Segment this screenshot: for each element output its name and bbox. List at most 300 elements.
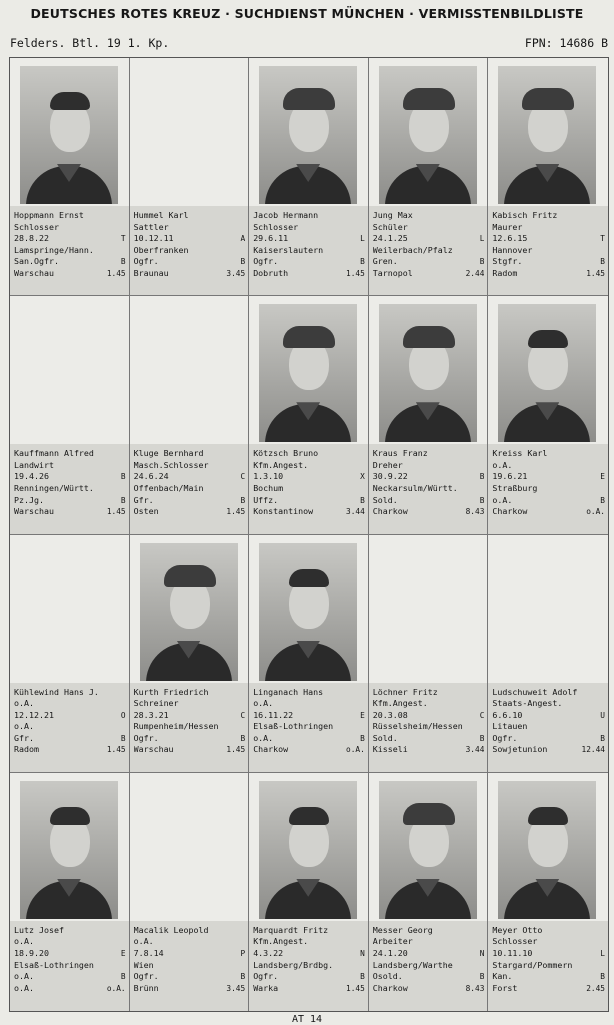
person-details bbox=[130, 206, 249, 295]
detail-text: 24.1.20 bbox=[372, 947, 408, 958]
detail-code: N bbox=[360, 948, 365, 958]
detail-text: San.Ogfr. bbox=[14, 256, 59, 267]
detail-text: Braunau bbox=[133, 267, 169, 278]
detail-code: A bbox=[240, 234, 246, 244]
detail-text: Forst bbox=[492, 982, 518, 993]
detail-text: Dreher bbox=[372, 459, 403, 470]
detail-line bbox=[253, 744, 365, 756]
detail-line bbox=[373, 448, 485, 460]
detail-text: Masch.Schlosser bbox=[133, 459, 209, 470]
detail-code: 8.43 bbox=[465, 983, 485, 993]
person-details bbox=[130, 683, 249, 772]
detail-line bbox=[492, 222, 605, 234]
detail-text: 7.8.14 bbox=[133, 947, 164, 958]
detail-text: Marquardt Fritz bbox=[253, 924, 329, 935]
detail-text: Linganach Hans bbox=[253, 686, 324, 697]
detail-text: Kfm.Angest. bbox=[372, 698, 428, 709]
detail-text: 24.1.25 bbox=[372, 233, 408, 244]
person-card bbox=[369, 296, 489, 534]
detail-text: Macalik Leopold bbox=[133, 924, 209, 935]
detail-line bbox=[492, 936, 605, 948]
detail-code: B bbox=[120, 495, 126, 505]
detail-text: Kan. bbox=[492, 971, 513, 982]
detail-text: 30.9.22 bbox=[372, 471, 408, 482]
detail-line bbox=[14, 495, 126, 507]
detail-code: 12.44 bbox=[581, 745, 605, 755]
detail-code: 3.44 bbox=[346, 507, 365, 517]
detail-line bbox=[14, 971, 126, 983]
portrait-photo bbox=[498, 66, 596, 204]
detail-line bbox=[134, 710, 246, 722]
detail-text: Charkow bbox=[253, 744, 289, 755]
detail-text: Sold. bbox=[372, 494, 398, 505]
person-card bbox=[249, 296, 369, 534]
detail-line bbox=[253, 960, 365, 972]
detail-text: o.A. bbox=[14, 936, 34, 947]
detail-line bbox=[373, 971, 485, 983]
detail-line bbox=[492, 721, 605, 733]
detail-text: o.A. bbox=[492, 494, 513, 505]
detail-line bbox=[253, 268, 365, 280]
detail-text: Schlosser bbox=[492, 936, 538, 947]
detail-text: Elsaß-Lothringen bbox=[14, 959, 94, 970]
detail-line bbox=[14, 925, 126, 937]
detail-line bbox=[14, 687, 126, 699]
detail-code: B bbox=[120, 733, 126, 743]
detail-code: B bbox=[360, 495, 365, 505]
detail-line bbox=[134, 233, 246, 245]
detail-line bbox=[373, 925, 485, 937]
detail-text: Jacob Hermann bbox=[253, 210, 319, 220]
detail-text: Renningen/Württ. bbox=[14, 483, 94, 494]
detail-text: Lamspringe/Hann. bbox=[14, 244, 94, 255]
detail-text: Ogfr. bbox=[133, 256, 159, 267]
detail-line bbox=[492, 448, 605, 460]
detail-code: B bbox=[600, 733, 605, 743]
detail-line bbox=[253, 936, 365, 948]
detail-text: 16.11.22 bbox=[253, 709, 294, 720]
detail-text: 18.9.20 bbox=[14, 947, 49, 958]
detail-text: Warschau bbox=[14, 267, 54, 278]
detail-code: U bbox=[600, 710, 605, 720]
detail-code: o.A. bbox=[586, 507, 605, 517]
detail-text: 12.12.21 bbox=[14, 709, 54, 720]
detail-line bbox=[14, 233, 126, 245]
detail-text: Dobruth bbox=[253, 267, 289, 278]
detail-line bbox=[14, 721, 126, 733]
detail-code: 1.45 bbox=[586, 268, 605, 278]
detail-line bbox=[492, 710, 605, 722]
detail-line bbox=[253, 983, 365, 995]
portrait-photo bbox=[259, 304, 357, 442]
detail-line bbox=[14, 936, 126, 948]
detail-text: Gfr. bbox=[133, 494, 154, 505]
detail-text: Charkow bbox=[492, 506, 528, 517]
detail-text: Osold. bbox=[372, 971, 403, 982]
detail-text: Landwirt bbox=[14, 459, 54, 470]
detail-line bbox=[492, 733, 605, 745]
detail-line bbox=[373, 506, 485, 518]
detail-line bbox=[14, 448, 126, 460]
detail-line bbox=[492, 925, 605, 937]
detail-line bbox=[14, 256, 126, 268]
detail-line bbox=[134, 210, 246, 222]
detail-line bbox=[373, 687, 485, 699]
detail-line bbox=[492, 698, 605, 710]
detail-text: o.A. bbox=[253, 698, 274, 709]
person-card bbox=[249, 535, 369, 773]
fpn-label: FPN: 14686 B bbox=[524, 36, 608, 50]
detail-line bbox=[492, 471, 605, 483]
detail-text: Gren. bbox=[372, 256, 398, 267]
detail-text: Wien bbox=[133, 959, 154, 970]
detail-line bbox=[134, 936, 246, 948]
detail-code: 1.45 bbox=[226, 745, 246, 755]
detail-text: Weilerbach/Pfalz bbox=[372, 244, 453, 255]
detail-code: 2.45 bbox=[586, 983, 605, 993]
person-card bbox=[369, 773, 489, 1011]
detail-line bbox=[253, 925, 365, 937]
detail-text: Löchner Fritz bbox=[372, 686, 438, 697]
detail-code: E bbox=[360, 710, 365, 720]
detail-line bbox=[373, 471, 485, 483]
detail-line bbox=[373, 721, 485, 733]
detail-line bbox=[373, 948, 485, 960]
person-details bbox=[249, 444, 368, 533]
person-details bbox=[369, 683, 488, 772]
detail-code: N bbox=[479, 948, 485, 958]
detail-text: Kraus Franz bbox=[372, 448, 428, 459]
detail-text: 28.3.21 bbox=[133, 709, 169, 720]
detail-code: T bbox=[600, 234, 605, 244]
detail-code: B bbox=[120, 972, 126, 982]
detail-line bbox=[373, 256, 485, 268]
detail-text: Hannover bbox=[492, 244, 533, 255]
person-card bbox=[10, 58, 130, 296]
detail-code: T bbox=[120, 234, 126, 244]
detail-code: X bbox=[360, 472, 365, 482]
detail-text: Ogfr. bbox=[133, 732, 159, 743]
person-details bbox=[488, 921, 608, 1011]
detail-text: Gfr. bbox=[14, 732, 34, 743]
detail-code: 3.44 bbox=[465, 745, 485, 755]
detail-line bbox=[134, 960, 246, 972]
detail-code: B bbox=[240, 257, 246, 267]
detail-text: Kurth Friedrich bbox=[133, 686, 209, 697]
detail-text: Stgfr. bbox=[492, 256, 523, 267]
detail-text: Kisseli bbox=[372, 744, 408, 755]
detail-line bbox=[373, 222, 485, 234]
detail-line bbox=[134, 687, 246, 699]
person-card bbox=[369, 58, 489, 296]
detail-text: Ogfr. bbox=[133, 971, 159, 982]
detail-line bbox=[134, 256, 246, 268]
detail-text: Kabisch Fritz bbox=[492, 210, 558, 220]
detail-text: 19.6.21 bbox=[492, 471, 528, 482]
detail-text: 29.6.11 bbox=[253, 233, 289, 244]
detail-line bbox=[492, 744, 605, 756]
detail-text: Ogfr. bbox=[253, 256, 279, 267]
detail-line bbox=[253, 687, 365, 699]
detail-line bbox=[14, 268, 126, 280]
detail-code: O bbox=[120, 710, 126, 720]
detail-code: 1.45 bbox=[346, 268, 365, 278]
portrait-photo bbox=[379, 66, 477, 204]
detail-text: Kaiserslautern bbox=[253, 244, 324, 255]
person-details bbox=[10, 206, 129, 295]
detail-line bbox=[253, 460, 365, 472]
detail-text: Pz.Jg. bbox=[14, 494, 44, 505]
person-details bbox=[369, 444, 488, 533]
detail-text: Kluge Bernhard bbox=[133, 448, 204, 459]
page-reference: AT 14 bbox=[291, 1014, 323, 1025]
detail-line bbox=[492, 256, 605, 268]
detail-line bbox=[492, 971, 605, 983]
detail-line bbox=[492, 210, 605, 222]
person-card bbox=[130, 535, 250, 773]
detail-text: 24.6.24 bbox=[133, 471, 169, 482]
list-title: DEUTSCHES ROTES KREUZ · SUCHDIENST MÜNCHEN · VERMISSTENBILDLISTE bbox=[30, 6, 584, 21]
detail-line bbox=[14, 483, 126, 495]
detail-code: B bbox=[120, 257, 126, 267]
detail-line bbox=[373, 245, 485, 257]
detail-line bbox=[14, 210, 126, 222]
detail-line bbox=[134, 925, 246, 937]
detail-line bbox=[253, 698, 365, 710]
detail-text: Kfm.Angest. bbox=[253, 936, 309, 947]
detail-code: B bbox=[360, 972, 365, 982]
detail-line bbox=[134, 495, 246, 507]
portrait-photo bbox=[379, 781, 477, 919]
person-details bbox=[369, 921, 488, 1011]
portrait-photo bbox=[140, 543, 238, 681]
detail-line bbox=[14, 744, 126, 756]
detail-code: 2.44 bbox=[465, 268, 485, 278]
detail-code: B bbox=[120, 472, 126, 482]
detail-text: Kühlewind Hans J. bbox=[14, 686, 99, 697]
person-card bbox=[130, 296, 250, 534]
detail-text: Landsberg/Brdbg. bbox=[253, 959, 334, 970]
detail-text: Landsberg/Warthe bbox=[372, 959, 453, 970]
detail-text: Brünn bbox=[133, 982, 159, 993]
person-details bbox=[10, 921, 129, 1011]
detail-text: Offenbach/Main bbox=[133, 483, 204, 494]
detail-code: 1.45 bbox=[106, 507, 126, 517]
detail-code: B bbox=[600, 972, 605, 982]
detail-text: Neckarsulm/Württ. bbox=[372, 483, 458, 494]
detail-line bbox=[492, 495, 605, 507]
detail-text: Sold. bbox=[372, 732, 398, 743]
portrait-photo bbox=[498, 304, 596, 442]
detail-line bbox=[253, 222, 365, 234]
detail-text: 10.11.10 bbox=[492, 947, 533, 958]
detail-code: 1.45 bbox=[106, 268, 126, 278]
detail-line bbox=[492, 948, 605, 960]
detail-line bbox=[14, 698, 126, 710]
detail-line bbox=[253, 483, 365, 495]
detail-text: Kauffmann Alfred bbox=[14, 448, 94, 459]
detail-line bbox=[134, 268, 246, 280]
detail-text: Ludschuweit Adolf bbox=[492, 686, 578, 697]
detail-line bbox=[492, 960, 605, 972]
detail-text: Charkow bbox=[372, 982, 408, 993]
detail-code: B bbox=[240, 733, 246, 743]
detail-text: o.A. bbox=[14, 721, 34, 732]
detail-line bbox=[492, 268, 605, 280]
person-card bbox=[488, 535, 608, 773]
detail-line bbox=[373, 983, 485, 995]
detail-text: Hoppmann Ernst bbox=[14, 210, 84, 220]
detail-line bbox=[492, 687, 605, 699]
person-card bbox=[10, 535, 130, 773]
detail-code: C bbox=[479, 710, 485, 720]
detail-text: 12.6.15 bbox=[492, 233, 528, 244]
detail-text: Bochum bbox=[253, 483, 284, 494]
portrait-photo bbox=[20, 781, 118, 919]
portrait-photo bbox=[20, 66, 118, 204]
person-card bbox=[488, 773, 608, 1011]
detail-line bbox=[253, 245, 365, 257]
missing-persons-grid bbox=[9, 57, 609, 1012]
person-details bbox=[249, 206, 368, 295]
detail-line bbox=[492, 483, 605, 495]
detail-text: 28.8.22 bbox=[14, 233, 49, 244]
detail-text: Radom bbox=[14, 744, 39, 755]
detail-text: 20.3.08 bbox=[372, 709, 408, 720]
detail-code: 8.43 bbox=[465, 507, 485, 517]
detail-code: B bbox=[479, 733, 485, 743]
detail-line bbox=[253, 733, 365, 745]
detail-code: 1.45 bbox=[226, 507, 246, 517]
detail-line bbox=[253, 710, 365, 722]
portrait-photo bbox=[259, 543, 357, 681]
detail-code: B bbox=[479, 472, 485, 482]
detail-line bbox=[373, 268, 485, 280]
detail-line bbox=[492, 233, 605, 245]
detail-text: Kreiss Karl bbox=[492, 448, 548, 459]
person-details bbox=[488, 444, 608, 533]
detail-code: B bbox=[240, 972, 246, 982]
detail-text: 19.4.26 bbox=[14, 471, 49, 482]
detail-text: 6.6.10 bbox=[492, 709, 523, 720]
detail-text: Staats-Angest. bbox=[492, 698, 563, 709]
detail-text: Kötzsch Bruno bbox=[253, 448, 319, 459]
detail-text: Rumpenheim/Hessen bbox=[133, 721, 219, 732]
detail-text: Schlosser bbox=[253, 221, 299, 232]
detail-line bbox=[253, 506, 365, 518]
detail-line bbox=[134, 506, 246, 518]
detail-text: Warschau bbox=[14, 506, 54, 517]
detail-line bbox=[14, 506, 126, 518]
detail-line bbox=[373, 483, 485, 495]
person-details bbox=[10, 683, 129, 772]
detail-text: Maurer bbox=[492, 221, 523, 232]
detail-text: 1.3.10 bbox=[253, 471, 284, 482]
detail-line bbox=[14, 948, 126, 960]
detail-code: B bbox=[479, 495, 485, 505]
detail-text: Elsaß-Lothringen bbox=[253, 721, 334, 732]
detail-code: 3.45 bbox=[226, 983, 246, 993]
detail-code: B bbox=[479, 972, 485, 982]
detail-code: 1.45 bbox=[106, 745, 126, 755]
detail-text: Oberfranken bbox=[133, 244, 189, 255]
detail-line bbox=[492, 245, 605, 257]
detail-text: o.A. bbox=[492, 459, 513, 470]
detail-text: Sattler bbox=[133, 221, 169, 232]
detail-text: o.A. bbox=[133, 936, 154, 947]
detail-code: 1.45 bbox=[346, 983, 365, 993]
portrait-photo bbox=[259, 781, 357, 919]
detail-line bbox=[134, 448, 246, 460]
detail-line bbox=[373, 936, 485, 948]
detail-line bbox=[492, 506, 605, 518]
person-card bbox=[10, 296, 130, 534]
detail-code: C bbox=[240, 472, 246, 482]
detail-text: Schlosser bbox=[14, 221, 59, 232]
detail-line bbox=[14, 245, 126, 257]
detail-code: E bbox=[600, 472, 605, 482]
detail-code: B bbox=[360, 733, 365, 743]
detail-code: C bbox=[240, 710, 246, 720]
detail-line bbox=[253, 471, 365, 483]
detail-line bbox=[134, 948, 246, 960]
detail-code: B bbox=[600, 495, 605, 505]
detail-text: Arbeiter bbox=[372, 936, 413, 947]
person-details bbox=[488, 206, 608, 295]
person-card bbox=[249, 58, 369, 296]
detail-text: Ogfr. bbox=[253, 971, 279, 982]
detail-text: Litauen bbox=[492, 721, 528, 732]
detail-code: o.A. bbox=[346, 745, 365, 755]
person-details bbox=[369, 206, 488, 295]
detail-text: 4.3.22 bbox=[253, 947, 284, 958]
detail-text: Schüler bbox=[372, 221, 408, 232]
person-card bbox=[130, 58, 250, 296]
detail-line bbox=[253, 210, 365, 222]
detail-text: Messer Georg bbox=[372, 924, 433, 935]
detail-line bbox=[253, 495, 365, 507]
detail-text: Radom bbox=[492, 267, 518, 278]
detail-line bbox=[134, 471, 246, 483]
detail-code: P bbox=[240, 948, 246, 958]
person-card bbox=[488, 58, 608, 296]
detail-text: Warschau bbox=[133, 744, 174, 755]
detail-line bbox=[14, 710, 126, 722]
detail-line bbox=[134, 971, 246, 983]
detail-text: Lutz Josef bbox=[14, 924, 64, 935]
portrait-photo bbox=[259, 66, 357, 204]
person-details bbox=[249, 921, 368, 1011]
detail-line bbox=[253, 256, 365, 268]
detail-text: Osten bbox=[133, 506, 159, 517]
detail-text: o.A. bbox=[14, 982, 34, 993]
detail-text: Schreiner bbox=[133, 698, 179, 709]
detail-line bbox=[134, 744, 246, 756]
detail-line bbox=[373, 733, 485, 745]
detail-code: B bbox=[479, 257, 485, 267]
detail-line bbox=[134, 483, 246, 495]
unit-label: Felders. Btl. 19 1. Kp. bbox=[10, 36, 170, 50]
detail-code: E bbox=[120, 948, 126, 958]
portrait-photo bbox=[379, 304, 477, 442]
detail-line bbox=[373, 495, 485, 507]
detail-code: L bbox=[600, 948, 605, 958]
detail-text: Uffz. bbox=[253, 494, 279, 505]
detail-line bbox=[373, 710, 485, 722]
detail-line bbox=[492, 460, 605, 472]
detail-text: Ogfr. bbox=[492, 732, 518, 743]
detail-code: B bbox=[600, 257, 605, 267]
